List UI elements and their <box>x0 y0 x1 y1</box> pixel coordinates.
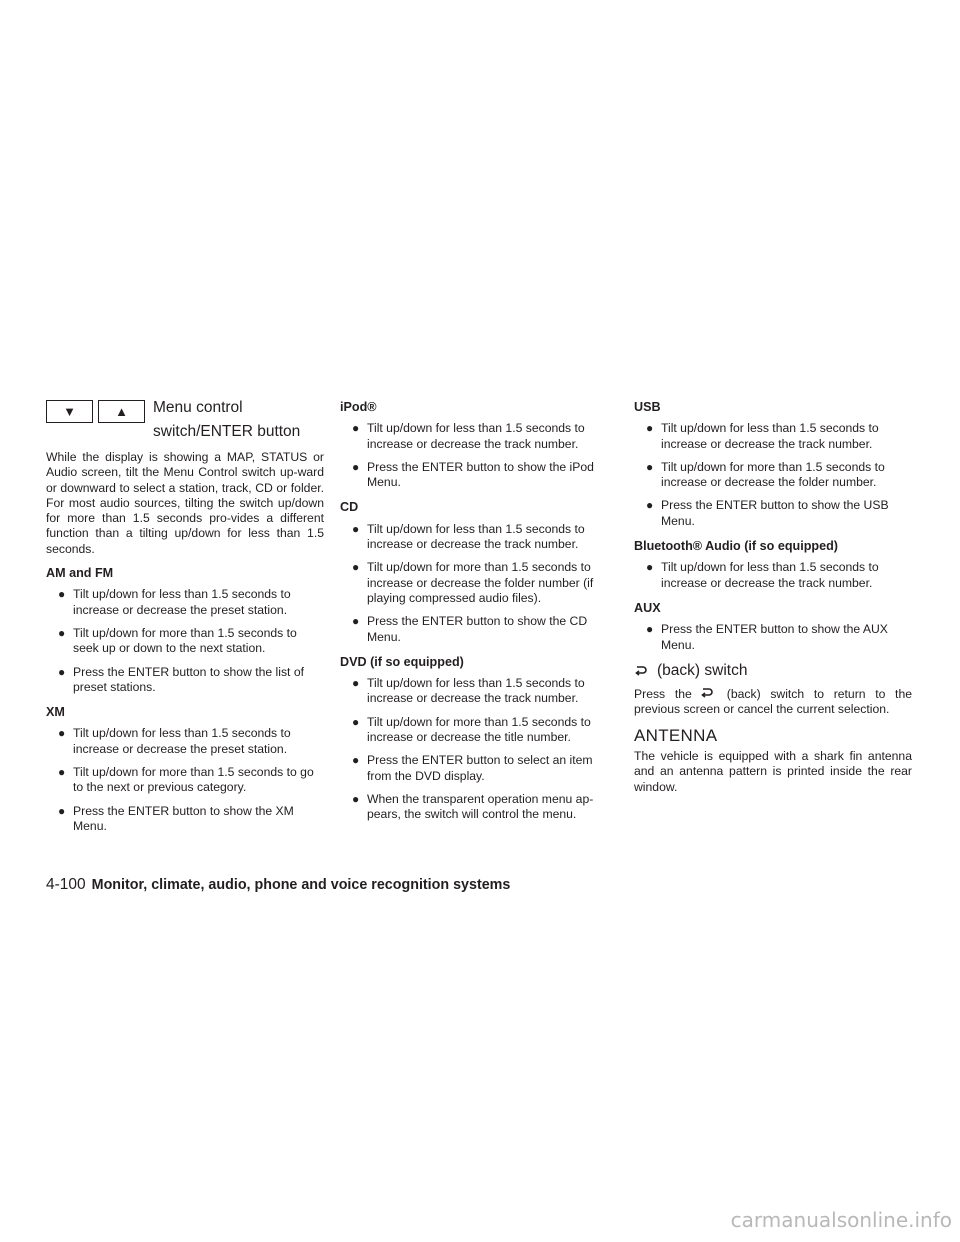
list-item: ● Tilt up/down for less than 1.5 seconds to increase or decrease the preset station. <box>58 726 291 756</box>
section-title-cd: CD <box>340 500 359 515</box>
back-switch-title: (back) switch <box>657 661 748 679</box>
antenna-text: The vehicle is equipped with a shark fin antenna and an antenna pattern is printed inside the rear window. <box>634 749 912 794</box>
list-item: ● Press the ENTER button to select an item from the DVD display. <box>352 753 593 783</box>
bullet-icon: ● <box>58 765 66 780</box>
menu-control-intro: While the display is showing a MAP, STATUS or Audio screen, tilt the Menu Control switch up-ward or downward to select a station, track, CD or folder. For most audio sources, tilting the switch up/down for more than 1.5 seconds pro-vides a different function than a tilting up/down for less than 1.5 seconds. <box>46 450 324 556</box>
bullet-icon: ● <box>352 459 360 474</box>
menu-control-title: Menu control switch/ENTER button <box>153 399 301 440</box>
list-item: ● Tilt up/down for less than 1.5 seconds to increase or decrease the track number. <box>352 676 585 706</box>
section-title-am-fm: AM and FM <box>46 566 114 581</box>
column-3 <box>634 400 912 804</box>
page-footer <box>46 876 510 894</box>
am-fm-list <box>46 587 324 695</box>
list-item: ● Tilt up/down for less than 1.5 seconds to increase or decrease the track number. <box>646 421 879 451</box>
bullet-icon: ● <box>646 622 654 637</box>
dvd-list <box>340 676 618 822</box>
watermark: carmanualsonline.info <box>730 1208 952 1232</box>
column-2 <box>340 400 618 833</box>
bullet-icon: ● <box>352 421 360 436</box>
bullet-icon: ● <box>58 587 66 602</box>
bullet-icon: ● <box>58 664 66 679</box>
page-number: 4-100 <box>46 876 86 893</box>
bullet-icon: ● <box>352 614 360 629</box>
bluetooth-list <box>634 560 912 591</box>
list-item: ● Tilt up/down for less than 1.5 seconds to increase or decrease the track number. <box>646 560 879 590</box>
bullet-icon: ● <box>58 625 66 640</box>
chapter-title: Monitor, climate, audio, phone and voice recognition systems <box>91 877 511 893</box>
list-item: ● Tilt up/down for more than 1.5 seconds to increase or decrease the folder number (if playing compressed audio files). <box>352 560 594 605</box>
cd-list <box>340 522 618 645</box>
ipod-list <box>340 421 618 490</box>
back-switch-heading <box>634 663 912 678</box>
list-item: ● Tilt up/down for more than 1.5 seconds to seek up or down to the next station. <box>58 625 297 656</box>
bullet-icon: ● <box>352 714 360 729</box>
section-title-usb: USB <box>634 400 661 414</box>
list-item: ● When the transparent operation menu ap-pears, the switch will control the menu. <box>352 791 594 822</box>
bullet-icon: ● <box>352 753 360 768</box>
section-title-xm: XM <box>46 705 65 720</box>
list-item: ● Tilt up/down for less than 1.5 seconds to increase or decrease the preset station. <box>58 587 291 617</box>
menu-control-heading <box>46 400 324 444</box>
usb-list <box>634 421 912 529</box>
section-title-aux: AUX <box>634 600 661 615</box>
down-arrow-key-icon: ▼ <box>46 400 93 423</box>
list-item: ● Tilt up/down for more than 1.5 seconds to go to the next or previous category. <box>58 765 314 795</box>
bullet-icon: ● <box>352 560 360 575</box>
xm-list <box>46 726 324 834</box>
list-item: ● Tilt up/down for less than 1.5 seconds to increase or decrease the track number. <box>352 421 585 451</box>
up-arrow-key-icon: ▲ <box>98 400 145 423</box>
list-item: ● Press the ENTER button to show the XM Menu. <box>58 803 294 833</box>
aux-list <box>634 622 912 653</box>
list-item: ● Press the ENTER button to show the list of preset stations. <box>58 664 304 694</box>
list-item: ● Tilt up/down for more than 1.5 seconds to increase or decrease the folder number. <box>646 459 885 490</box>
back-arrow-icon <box>634 664 647 677</box>
list-item: ● Press the ENTER button to show the iPod Menu. <box>352 459 594 490</box>
bullet-icon: ● <box>646 498 654 513</box>
back-arrow-icon <box>700 686 713 699</box>
bullet-icon: ● <box>58 726 66 741</box>
bullet-icon: ● <box>352 676 360 691</box>
bullet-icon: ● <box>646 560 654 575</box>
bullet-icon: ● <box>58 803 66 818</box>
list-item: ● Tilt up/down for less than 1.5 seconds to increase or decrease the track number. <box>352 521 585 552</box>
list-item: ● Tilt up/down for more than 1.5 seconds to increase or decrease the title number. <box>352 714 591 745</box>
bullet-icon: ● <box>646 421 654 436</box>
list-item: ● Press the ENTER button to show the AUX Menu. <box>646 622 888 652</box>
column-1 <box>46 400 324 844</box>
antenna-heading: ANTENNA <box>634 725 718 745</box>
section-title-bluetooth: Bluetooth® Audio (if so equipped) <box>634 539 838 554</box>
bullet-icon: ● <box>352 521 360 536</box>
section-title-dvd: DVD (if so equipped) <box>340 654 464 669</box>
list-item: ● Press the ENTER button to show the USB Menu. <box>646 498 889 528</box>
bullet-icon: ● <box>352 791 360 806</box>
list-item: ● Press the ENTER button to show the CD Menu. <box>352 614 588 644</box>
back-switch-text: Press the (back) switch to return to the previous screen or cancel the current selection. <box>634 687 912 717</box>
section-title-ipod: iPod® <box>340 400 377 414</box>
bullet-icon: ● <box>646 459 654 474</box>
